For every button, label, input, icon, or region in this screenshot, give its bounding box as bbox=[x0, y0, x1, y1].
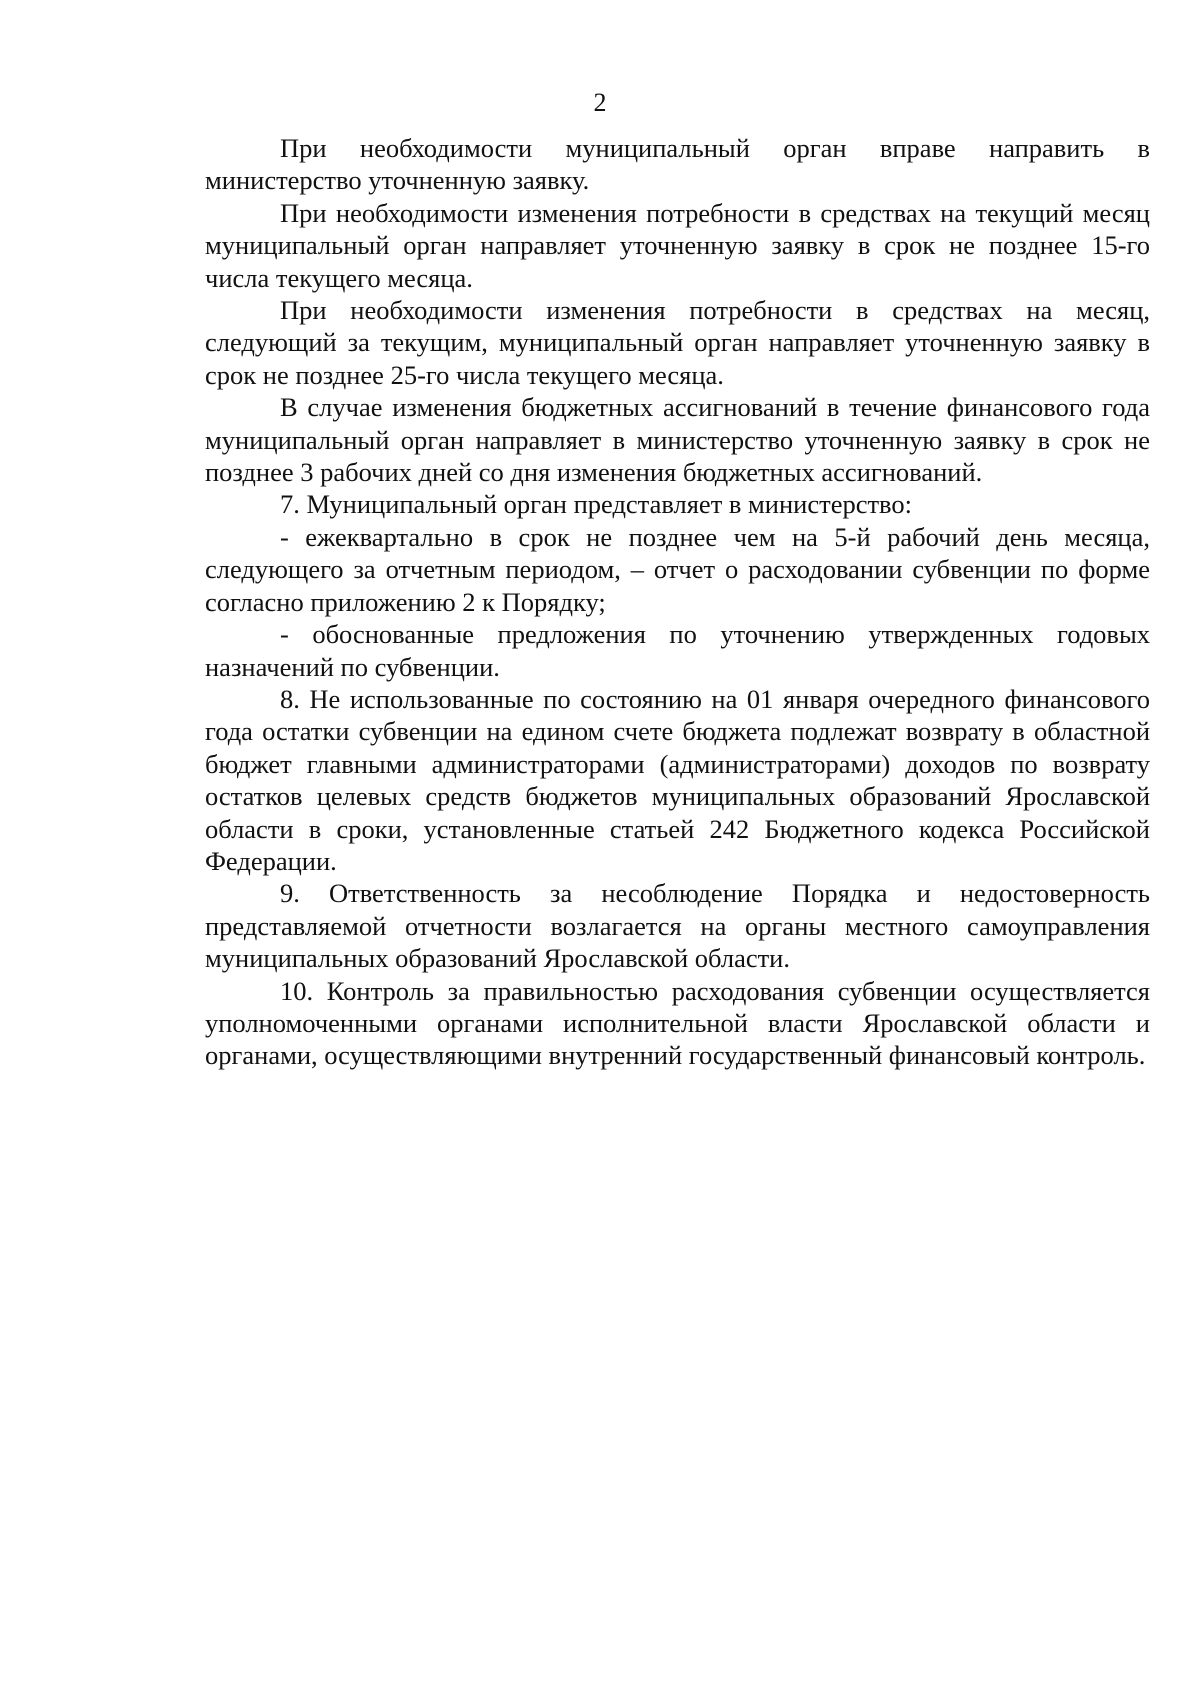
paragraph-clarified-request: При необходимости муниципальный орган вправе направить в министерство уточненную заявку. bbox=[205, 133, 1150, 196]
document-body bbox=[205, 132, 1150, 1072]
paragraph-item-7-quarterly-report: - ежеквартально в срок не позднее чем на 5-й рабочий день месяца, следующего за отчетным периодом, – отчет о расходовании субвенции по форме согласно приложению 2 к Порядку; bbox=[205, 521, 1150, 617]
paragraph-item-7: 7. Муниципальный орган представляет в министерство: bbox=[280, 489, 912, 520]
paragraph-item-8: 8. Не использованные по состоянию на 01 января очередного финансового года остатки субвенции на едином счете бюджета подлежат возврату в областной бюджет главными администраторами (администраторами) доходов по возврату остатков целевых средств бюджетов муниципальных образований Ярославской области в сроки, установленные статьей 242 Бюджетного кодекса Российской Федерации. bbox=[205, 683, 1150, 876]
paragraph-item-10: 10. Контроль за правильностью расходования субвенции осуществляется уполномоченными органами исполнительной власти Ярославской области и органами, осуществляющими внутренний государственный финансовый контроль. bbox=[205, 975, 1150, 1071]
paragraph-item-7-proposals: - обоснованные предложения по уточнению утвержденных годовых назначений по субвенции. bbox=[205, 619, 1150, 682]
paragraph-current-month-change: При необходимости изменения потребности в средствах на текущий месяц муниципальный орган направляет уточненную заявку в срок не позднее 15-го числа текущего месяца. bbox=[205, 197, 1150, 293]
paragraph-budget-allocation-change: В случае изменения бюджетных ассигнований в течение финансового года муниципальный орган направляет в министерство уточненную заявку в срок не позднее 3 рабочих дней со дня изменения бюджетных ассигнований. bbox=[205, 392, 1150, 488]
page-number: 2 bbox=[593, 88, 607, 117]
paragraph-next-month-change: При необходимости изменения потребности в средствах на месяц, следующий за текущим, муниципальный орган направляет уточненную заявку в срок не позднее 25-го числа текущего месяца. bbox=[205, 295, 1150, 390]
paragraph-item-9: 9. Ответственность за несоблюдение Порядка и недостоверность представляемой отчетности возлагается на органы местного самоуправления муниципальных образований Ярославской области. bbox=[205, 878, 1150, 974]
